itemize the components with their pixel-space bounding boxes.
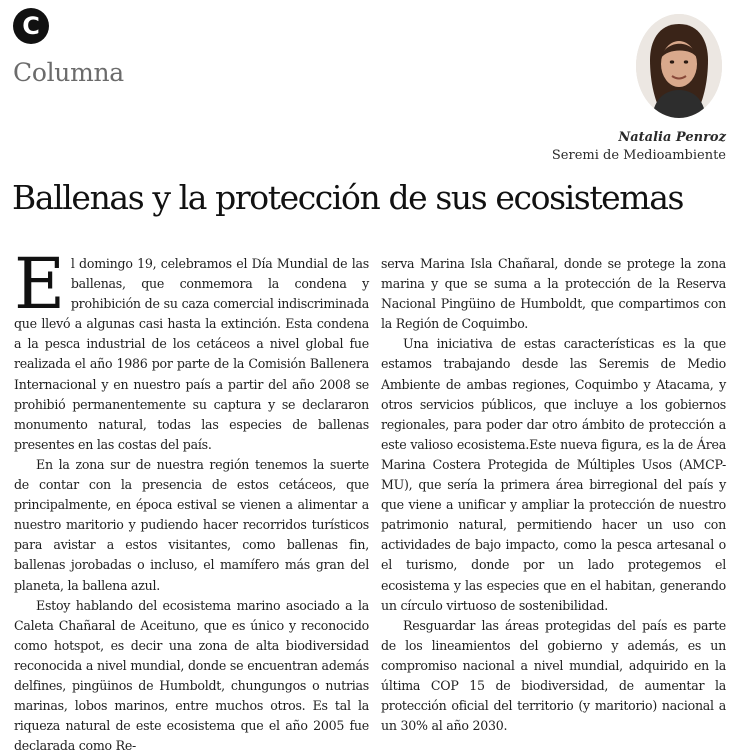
article-paragraph: En la zona sur de nuestra región tenemos la suerte de contar con la presencia de estos cetáceos, que principalmente, en época estival se vienen a alimentar a nuestro maritorio y pudiendo hacer recorridos turísticos para avistar a estos visitantes, como ballenas fin, ballenas jorobadas o incluso, el mamífero más gran del planeta, la ballena azul. [14, 456, 369, 593]
author-name: Natalia Penroz [618, 130, 726, 145]
article-paragraph: Estoy hablando del ecosistema marino asociado a la Caleta Chañaral de Aceituno, que es único y reconocido como hotspot, es decir una zona de alta biodiversidad reconocida a nivel mundial, donde se encuentran además delfines, pingüinos de Humboldt, chungungos o nutrias marinas, lobos marinos, entre muchos otros. Es tal la riqueza natural de este ecosistema que el año 2005 fue declarada como Re- [14, 597, 369, 754]
column-section-badge: C [13, 8, 49, 44]
article-paragraph: Una iniciativa de estas características es la que estamos trabajando desde las Seremis de Medio Ambiente de ambas regiones, Coquimbo y Atacama, y otros servicios públicos, que incluye a los gobiernos regionales, para poder dar otro ámbito de protección a este valioso ecosistema.Este nueva figura, es la de Área Marina Costera Protegida de Múltiples Usos (AMCP-MU), que sería la primera área birregional del país y que viene a unificar y ampliar la protección de nuestro patrimonio natural, permitiendo hacer un uso con actividades de bajo impacto, como la pesca artesanal o el turismo, donde por un lado protegemos el ecosistema y las especies que en el habitan, generando un círculo virtuoso de sostenibilidad. [381, 336, 726, 613]
article-paragraph [14, 243, 369, 455]
author-portrait-icon [636, 14, 722, 118]
article-column-left [14, 243, 369, 756]
article-paragraph: serva Marina Isla Chañaral, donde se protege la zona marina y que se suma a la protección de la Reserva Nacional Pingüino de Humboldt, que compartimos con la Región de Coquimbo. [381, 256, 726, 332]
drop-cap: E [14, 243, 65, 325]
author-role: Seremi de Medioambiente [551, 148, 726, 163]
article-headline: Ballenas y la protección de sus ecosistemas [12, 178, 684, 217]
article-paragraph: Resguardar las áreas protegidas del país es parte de los lineamientos del gobierno y además, es un compromiso nacional a nivel mundial, adquirido en la última COP 15 de biodiversidad, de aumentar la protección oficial del territorio (y maritorio) nacional a un 30% al año 2030. [381, 617, 726, 734]
paragraph-text: l domingo 19, celebramos el Día Mundial de las ballenas, que conmemora la condena y prohibición de su caza comercial indiscriminada que llevó a algunas casi hasta la extinción. Esta condena a la pesca industrial de los cetáceos a nivel global fue realizada el año 1986 por parte de la Comisión Ballenera Internacional y en nuestro país a partir del año 2008 se prohibió permanentemente su captura y se declararon monumento natural, todas las especies de ballenas presentes en las costas del país. [14, 256, 369, 452]
author-photo [636, 14, 722, 118]
section-label: Columna [13, 58, 124, 87]
